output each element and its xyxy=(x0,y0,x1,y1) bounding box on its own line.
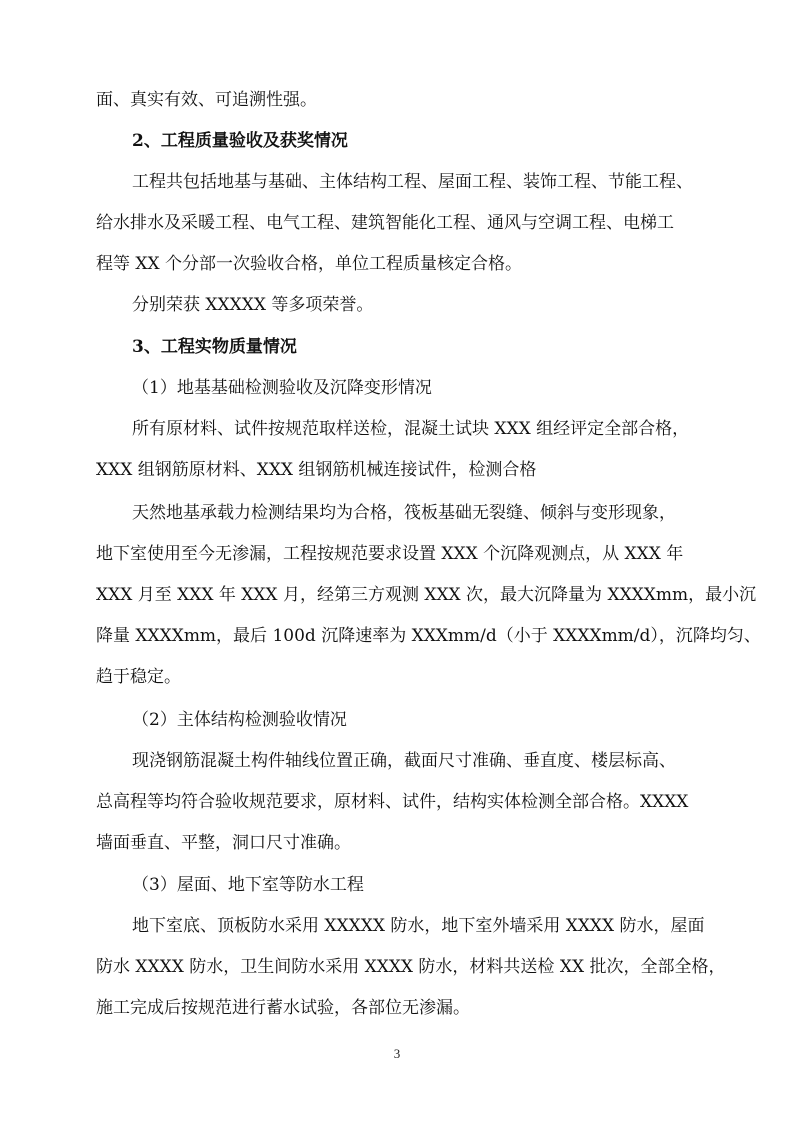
paragraph-line: 所有原材料、试件按规范取样送检，混凝土试块 XXX 组经评定全部合格， xyxy=(132,419,690,439)
subsection-heading: （1）地基基础检测验收及沉降变形情况 xyxy=(132,378,432,398)
subsection-heading: （3）屋面、地下室等防水工程 xyxy=(132,875,364,895)
paragraph-line: 总高程等均符合验收规范要求，原材料、试件，结构实体检测全部合格。XXXX xyxy=(96,792,689,812)
paragraph-line: 给水排水及采暖工程、电气工程、建筑智能化工程、通风与空调工程、电梯工 xyxy=(96,213,674,233)
section-heading: 3、工程实物质量情况 xyxy=(132,337,297,357)
paragraph-line: XXX 组钢筋原材料、XXX 组钢筋机械连接试件，检测合格 xyxy=(96,460,537,480)
paragraph-line: 趋于稳定。 xyxy=(96,667,181,687)
paragraph-line: 防水 XXXX 防水，卫生间防水采用 XXXX 防水，材料共送检 XX 批次，全部全格， xyxy=(96,957,726,977)
paragraph-line: 程等 XX 个分部一次验收合格，单位工程质量核定合格。 xyxy=(96,254,523,274)
text-line: 面、真实有效、可追溯性强。 xyxy=(96,90,317,110)
page-number: 3 xyxy=(393,1046,401,1061)
paragraph-line: 墙面垂直、平整，洞口尺寸准确。 xyxy=(96,833,351,853)
paragraph-line: 工程共包括地基与基础、主体结构工程、屋面工程、装饰工程、节能工程、 xyxy=(132,172,693,192)
paragraph-line: XXX 月至 XXX 年 XXX 月，经第三方观测 XXX 次，最大沉降量为 XXXXmm，最小沉 xyxy=(96,585,757,605)
paragraph-line: 施工完成后按规范进行蓄水试验，各部位无渗漏。 xyxy=(96,998,470,1018)
section-heading: 2、工程质量验收及获奖情况 xyxy=(132,131,348,151)
paragraph-line: 分别荣获 XXXXX 等多项荣誉。 xyxy=(132,295,374,315)
paragraph-line: 降量 XXXXmm，最后 100d 沉降速率为 XXXmm/d（小于 XXXXmm/d），沉降均匀、 xyxy=(96,626,761,646)
paragraph-line: 天然地基承载力检测结果均为合格，筏板基础无裂缝、倾斜与变形现象， xyxy=(132,503,676,523)
paragraph-line: 现浇钢筋混凝土构件轴线位置正确，截面尺寸准确、垂直度、楼层标高、 xyxy=(132,751,676,771)
subsection-heading: （2）主体结构检测验收情况 xyxy=(132,710,347,730)
paragraph-line: 地下室使用至今无渗漏，工程按规范要求设置 XXX 个沉降观测点，从 XXX 年 xyxy=(96,544,684,564)
paragraph-line: 地下室底、顶板防水采用 XXXXX 防水，地下室外墙采用 XXXX 防水，屋面 xyxy=(132,916,705,936)
